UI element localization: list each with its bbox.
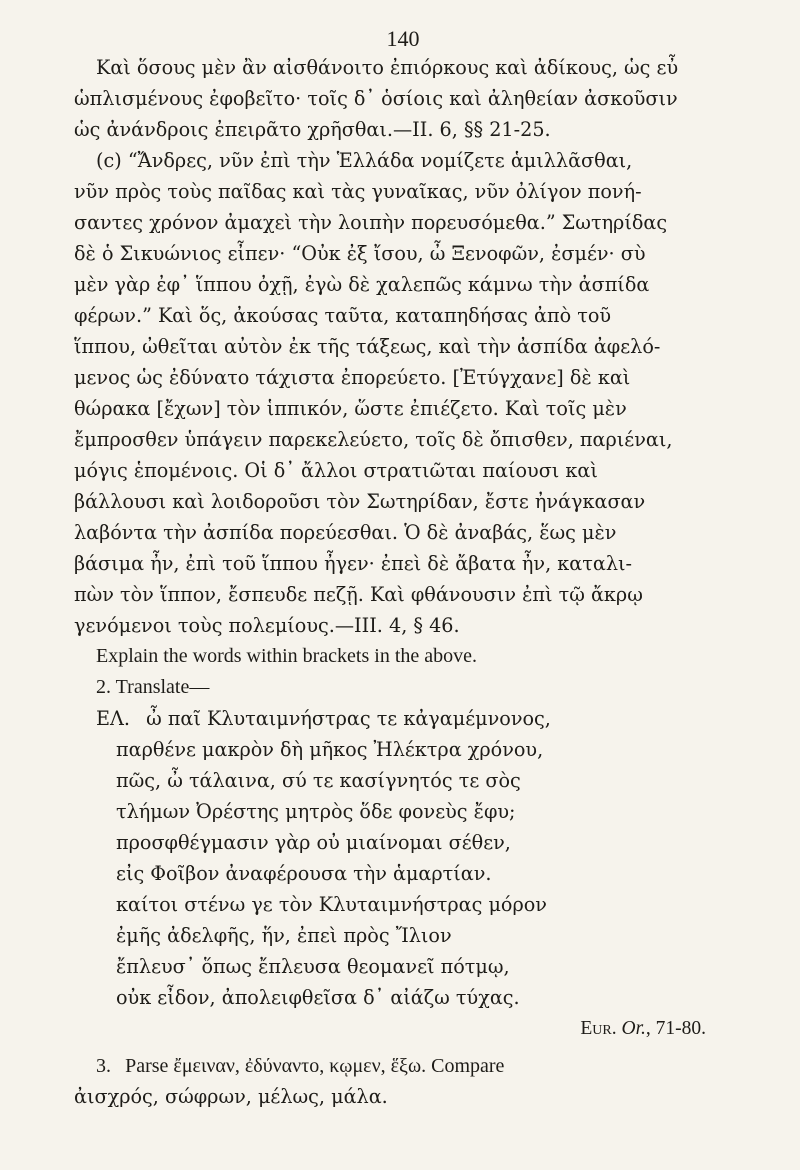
text-line: σαντες χρόνον ἀμαχεὶ τὴν λοιπὴν πορευσόμεθα.” Σωτηρίδας <box>74 211 668 234</box>
verse-line: καίτοι στένω γε τὸν Κλυταιμνήστρας μόρον <box>116 893 547 916</box>
text-line: μὲν γὰρ ἐφ᾽ ἵππου ὀχῇ, ἐγὼ δὲ χαλεπῶς κάμνω τὴν ἀσπίδα <box>74 273 650 296</box>
verse-line: τλήμων Ὀρέστης μητρὸς ὅδε φονεὺς ἔφυ; <box>116 800 516 823</box>
verse-line: οὐκ εἶδον, ἀπολειφθεῖσα δ᾽ αἰάζω τύχας. <box>116 986 520 1009</box>
verse-line-first <box>74 703 732 734</box>
verse-line: ἔπλευσ᾽ ὅπως ἔπλευσα θεομανεῖ πότμῳ, <box>116 955 510 978</box>
text-line: βάσιμα ἦν, ἐπὶ τοῦ ἵππου ἦγεν· ἐπεὶ δὲ ἄβατα ἦν, καταλι- <box>74 552 632 575</box>
question-label: 2. Translate— <box>96 676 210 698</box>
verse-line: προσφθέγμασιν γὰρ οὐ μιαίνομαι σέθεν, <box>116 831 511 854</box>
text-line: ὡπλισμένους ἐφοβεῖτο· τοῖς δ᾽ ὁσίοις καὶ ἀληθείαν ἀσκοῦσιν <box>74 87 678 110</box>
text-line: φέρων.” Καὶ ὅς, ἀκούσας ταῦτα, καταπηδήσας ἀπὸ τοῦ <box>74 304 612 327</box>
verse-line: πῶς, ὦ τάλαινα, σύ τε κασίγνητός τε σὸς <box>116 769 521 792</box>
source-lines: , 71-80. <box>645 1018 706 1039</box>
text-line: θώρακα [ἔχων] τὸν ἱππικόν, ὥστε ἐπιέζετο. Καὶ τοῖς μὲν <box>74 397 627 420</box>
speaker-label: ΕΛ. <box>96 707 130 730</box>
text-line: ἔμπροσθεν ὑπάγειν παρεκελεύετο, τοῖς δὲ ὄπισθεν, παριέναι, <box>74 428 673 451</box>
question-label: 3. <box>96 1055 111 1077</box>
text-line: ὡς ἀνάνδροις ἐπειρᾶτο χρῆσθαι.—II. 6, §§ 21-25. <box>74 118 551 141</box>
verse-line: παρθένε μακρὸν δὴ μῆκος Ἠλέκτρα χρόνου, <box>116 738 544 761</box>
text-line: νῦν πρὸς τοὺς παῖδας καὶ τὰς γυναῖκας, νῦν ὀλίγον πονή- <box>74 180 642 203</box>
source-author: Eur. <box>580 1018 617 1039</box>
source-work: Or. <box>621 1018 646 1039</box>
text-line: βάλλουσι καὶ λοιδοροῦσι τὸν Σωτηρίδαν, ἔστε ἠνάγκασαν <box>74 490 646 513</box>
question-3 <box>74 1050 732 1112</box>
question-2 <box>74 672 732 1044</box>
text-line: ἵππου, ὠθεῖται αὐτὸν ἐκ τῆς τάξεως, καὶ τὴν ἀσπίδα ἀφελό- <box>74 335 661 358</box>
verse-line: εἰς Φοῖβον ἀναφέρουσα τὴν ἁμαρτίαν. <box>116 862 492 885</box>
text-line: γενόμενοι τοὺς πολεμίους.—III. 4, § 46. <box>74 614 460 637</box>
text-line: (c) “Ἄνδρες, νῦν ἐπὶ τὴν Ἑλλάδα νομίζετε ἁμιλλᾶσθαι, <box>96 149 633 172</box>
bracket-instruction: Explain the words within brackets in the above. <box>96 645 478 667</box>
passage-c <box>74 145 732 641</box>
text-line: Καὶ ὅσους μὲν ἂν αἰσθάνοιτο ἐπιόρκους καὶ ἀδίκους, ὡς εὖ <box>96 56 679 79</box>
question-text: Parse ἔμειναν, ἐδύναντο, κῳμεν, ἕξω. Compare <box>125 1055 505 1077</box>
text-line: μόγις ἑπομένοις. Οἱ δ᾽ ἄλλοι στρατιῶται παίουσι καὶ <box>74 459 598 482</box>
verse-text: ὦ παῖ Κλυταιμνήστρας τε κἀγαμέμνονος, <box>146 707 551 730</box>
verse-line: ἐμῆς ἀδελφῆς, ἥν, ἐπεὶ πρὸς Ἴλιον <box>116 924 452 947</box>
text-line: πὼν τὸν ἵππον, ἔσπευδε πεζῇ. Καὶ φθάνουσιν ἐπὶ τῷ ἄκρῳ <box>74 583 643 606</box>
question-text: ἀισχρός, σώφρων, μέλως, μάλα. <box>74 1085 388 1108</box>
passage-b-end <box>74 52 732 145</box>
text-line: μενος ὡς ἐδύνατο τάχιστα ἐπορεύετο. [Ἐτύγχανε] δὲ καὶ <box>74 366 631 389</box>
question-line <box>74 1050 732 1081</box>
page-number: 140 <box>386 26 420 51</box>
text-line: δὲ ὁ Σικυώνιος εἶπεν· “Οὐκ ἐξ ἴσου, ὦ Ξενοφῶν, ἐσμέν· σὺ <box>74 242 646 265</box>
text-line: λαβόντα τὴν ἀσπίδα πορεύεσθαι. Ὁ δὲ ἀναβάς, ἕως μὲν <box>74 521 617 544</box>
source-citation <box>74 1013 732 1044</box>
